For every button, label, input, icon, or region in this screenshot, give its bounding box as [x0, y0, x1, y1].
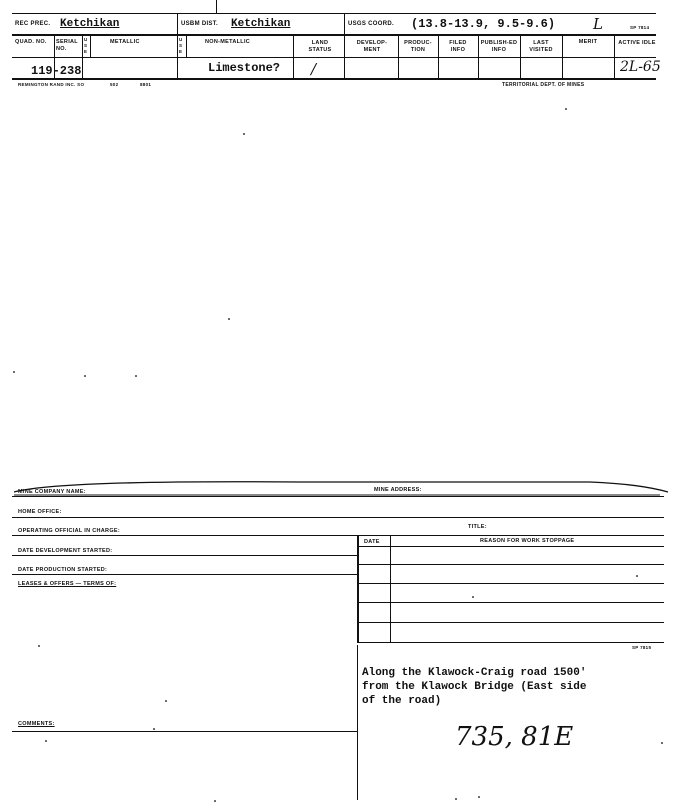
title-label: TITLE: — [468, 524, 487, 530]
divider-v — [82, 35, 83, 79]
scan-speck — [45, 740, 47, 742]
date-production-label: DATE PRODUCTION STARTED: — [18, 567, 108, 573]
scan-speck — [84, 375, 86, 377]
location-note-line: Along the Klawock-Craig road 1500' — [362, 667, 587, 679]
rule-prod-started — [12, 574, 357, 575]
comments-label: COMMENTS: — [18, 721, 55, 727]
usbm-dist-label: USBM DIST. — [181, 21, 219, 27]
divider-v — [293, 35, 294, 79]
col-development: DEVELOP-MENT — [356, 40, 388, 53]
scan-speck — [13, 371, 15, 373]
form-number: SP 7814 — [630, 25, 650, 30]
scan-speck — [135, 375, 137, 377]
table-row-rule — [357, 622, 664, 623]
stoppage-reason-header: REASON FOR WORK STOPPAGE — [480, 538, 575, 544]
card-top-rule — [12, 13, 656, 14]
header-bottom-rule — [12, 34, 656, 36]
col-nonmetallic-use: U S E — [179, 37, 183, 54]
rule-home-office — [12, 517, 664, 518]
divider-v — [344, 13, 345, 79]
col-last-visited: LAST VISITED — [529, 40, 553, 53]
scan-speck — [165, 700, 167, 702]
leases-offers-label: LEASES & OFFERS — TERMS OF: — [18, 581, 117, 587]
rec-prec-label: REC PREC. — [15, 21, 51, 27]
footer-right: TERRITORIAL DEPT. OF MINES — [502, 82, 585, 88]
card-edge — [0, 474, 678, 496]
scan-speck — [565, 108, 567, 110]
rec-prec-value: Ketchikan — [60, 18, 120, 30]
subheader-rule — [12, 57, 656, 58]
scan-speck — [472, 596, 474, 598]
col-quad-no: QUAD. NO. — [15, 39, 47, 45]
scan-speck — [455, 798, 457, 800]
rule-dev-started — [12, 555, 357, 556]
bottom-form-number: SP 7815 — [632, 645, 652, 650]
corner-mark: L — [593, 15, 603, 33]
usbm-dist-value: Ketchikan — [231, 18, 291, 30]
divider-v — [186, 35, 187, 58]
scan-speck — [38, 645, 40, 647]
col-land-status: LAND STATUS — [308, 40, 332, 53]
col-active-idle: ACTIVE IDLE — [618, 40, 656, 46]
col-filed-info: FILED INFO — [449, 40, 467, 53]
divider-v — [398, 35, 399, 79]
mine-address-label: MINE ADDRESS: — [374, 487, 422, 493]
location-note-line: of the road) — [362, 695, 442, 707]
footer-code-2: 8801 — [140, 82, 152, 87]
active-idle-value: 2L-65 — [620, 59, 661, 75]
table-left-border — [357, 535, 359, 642]
stoppage-date-header: DATE — [364, 539, 380, 545]
date-development-label: DATE DEVELOPMENT STARTED: — [18, 548, 113, 554]
divider-v — [520, 35, 521, 79]
operating-official-label: OPERATING OFFICIAL IN CHARGE: — [18, 528, 120, 534]
scan-speck — [214, 800, 216, 802]
divider-v — [614, 35, 615, 79]
tick-mark — [216, 0, 217, 13]
table-date-divider — [390, 535, 391, 642]
usgs-coord-label: USGS COORD. — [348, 21, 394, 27]
location-note — [362, 666, 586, 708]
col-production: PRODUC-TION — [404, 40, 432, 53]
scan-speck — [661, 742, 663, 744]
nonmetallic-value: Limestone? — [208, 61, 281, 75]
mine-company-name-label: MINE COMPANY NAME: — [18, 489, 86, 495]
scan-speck — [478, 796, 480, 798]
scan-speck — [228, 318, 230, 320]
table-row-rule — [357, 564, 664, 565]
divider-v — [478, 35, 479, 79]
table-row-rule — [357, 583, 664, 584]
handwritten-number: 735, 81E — [455, 722, 574, 752]
divider-v — [90, 35, 91, 58]
scan-speck — [243, 133, 245, 135]
location-note-line: from the Klawock Bridge (East side — [362, 681, 587, 693]
comments-divider — [357, 645, 358, 800]
rule-official — [12, 535, 664, 536]
divider-v — [438, 35, 439, 79]
usgs-coord-value: (13.8-13.9, 9.5-9.6) — [411, 17, 556, 31]
serial-value: 119-238 — [31, 64, 82, 78]
table-bottom-rule — [357, 642, 664, 643]
table-header-rule — [357, 546, 664, 547]
card-bottom-rule — [12, 78, 656, 80]
home-office-label: HOME OFFICE: — [18, 509, 62, 515]
col-merit: MERIT — [578, 39, 598, 45]
table-row-rule — [357, 602, 664, 603]
col-metallic: METALLIC — [110, 39, 140, 45]
rule-company — [12, 496, 664, 497]
land-status-value: / — [311, 60, 317, 78]
divider-v — [177, 13, 178, 79]
col-serial-no: SERIAL NO. — [56, 39, 78, 52]
divider-v — [562, 35, 563, 79]
footer-code-1: 502 — [110, 82, 119, 87]
col-metallic-use: U S E — [84, 37, 88, 54]
scan-speck — [153, 728, 155, 730]
footer-left: REMINGTON RAND INC. SO — [18, 82, 85, 87]
col-published-info: PUBLISH-ED INFO — [480, 40, 518, 53]
col-nonmetallic: NON-METALLIC — [205, 39, 251, 45]
rule-comments — [12, 731, 357, 732]
scan-speck — [636, 575, 638, 577]
